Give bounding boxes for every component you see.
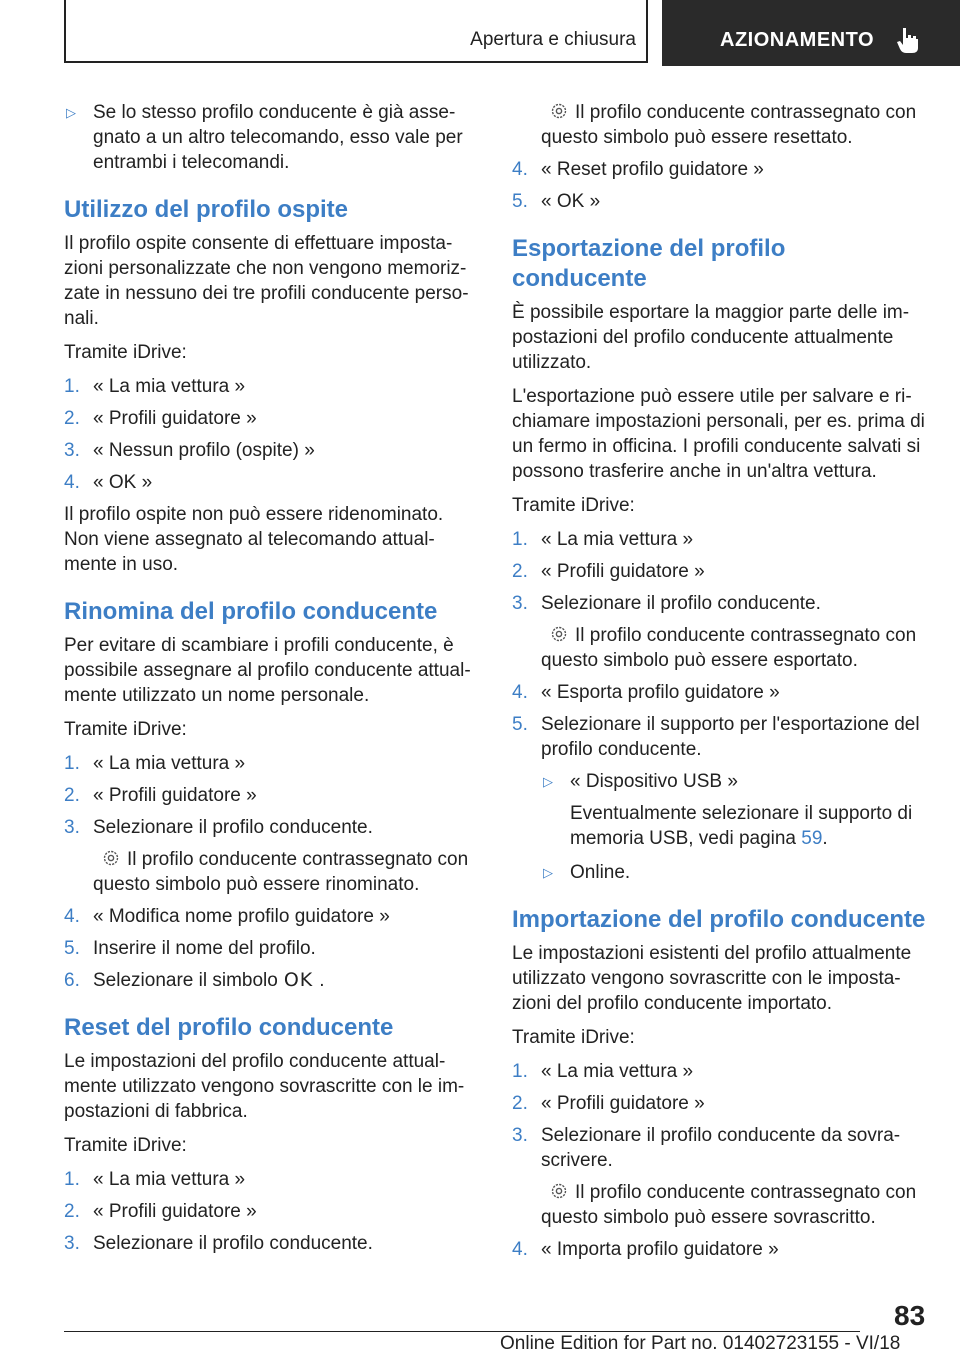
step-text: « Profili guidatore » bbox=[93, 408, 257, 429]
list-item bbox=[512, 1091, 926, 1116]
step-text: « Profili guidatore » bbox=[541, 561, 705, 582]
reset-paragraph: Le impostazioni del profilo conducente attual-mente utilizzato vengono sovrascritte con le im-postazioni di fabbrica. bbox=[64, 1051, 465, 1122]
step-number: 1. bbox=[64, 753, 80, 774]
export-paragraph-1: È possibile esportare la maggior parte delle im-postazioni del profilo conducente attualmente utilizzato. bbox=[512, 302, 910, 373]
step-number: 4. bbox=[64, 472, 80, 493]
step-text: « La mia vettura » bbox=[541, 529, 694, 550]
heading-reset-profile: Reset del profilo conducente bbox=[64, 1014, 394, 1041]
step-text: « OK » bbox=[93, 472, 153, 493]
note-text: Il profilo conducente contrassegnato con questo simbolo può essere sovrascritto. bbox=[541, 1182, 917, 1228]
header-chapter-title: AZIONAMENTO bbox=[720, 29, 875, 51]
list-item bbox=[64, 1199, 478, 1224]
page-header bbox=[0, 0, 960, 66]
sub-bullet-online bbox=[541, 860, 926, 885]
step-text: Selezionare il supporto per l'esportazione del profilo conducente. bbox=[541, 714, 920, 760]
list-item bbox=[512, 712, 926, 762]
step-number: 5. bbox=[512, 191, 528, 212]
header-chapter-tab bbox=[662, 0, 960, 66]
step-text: Selezionare il profilo conducente. bbox=[541, 593, 821, 614]
step-number: 5. bbox=[512, 714, 528, 735]
list-item bbox=[64, 968, 478, 993]
step-number: 2. bbox=[64, 408, 80, 429]
list-item bbox=[64, 470, 478, 495]
step-number: 4. bbox=[64, 906, 80, 927]
left-column bbox=[64, 100, 478, 1263]
export-note bbox=[541, 623, 926, 673]
guest-via: Tramite iDrive: bbox=[64, 342, 187, 363]
list-item bbox=[64, 815, 478, 840]
rename-note bbox=[93, 847, 478, 897]
guest-paragraph: Il profilo ospite consente di effettuare imposta-zioni personalizzate che non vengono memoriz-zate in nessuno dei tre profili conducente perso-nali. bbox=[64, 233, 469, 329]
step-text: « Reset profilo guidatore » bbox=[541, 159, 764, 180]
gear-icon bbox=[101, 848, 121, 868]
list-item bbox=[64, 438, 478, 463]
list-item bbox=[512, 1123, 926, 1173]
step-number: 3. bbox=[64, 1233, 80, 1254]
header-section-title: Apertura e chiusura bbox=[470, 29, 636, 50]
triangle-bullet-icon: ▷ bbox=[543, 865, 553, 880]
guest-after: Il profilo ospite non può essere ridenominato. Non viene assegnato al telecomando attual-mente in uso. bbox=[64, 504, 444, 575]
step-number: 1. bbox=[512, 1061, 528, 1082]
step-text: Selezionare il profilo conducente da sovra-scrivere. bbox=[541, 1125, 901, 1171]
rename-via: Tramite iDrive: bbox=[64, 719, 187, 740]
list-item bbox=[512, 591, 926, 616]
step-text: « La mia vettura » bbox=[93, 753, 246, 774]
step-text: « La mia vettura » bbox=[541, 1061, 694, 1082]
heading-rename-profile: Rinomina del profilo conducente bbox=[64, 598, 438, 625]
note-text: Il profilo conducente contrassegnato con questo simbolo può essere esportato. bbox=[541, 625, 917, 671]
sub-bullet-usb bbox=[541, 769, 926, 794]
heading-export-profile: Esportazione del profilo conducente bbox=[512, 235, 786, 292]
footer-divider bbox=[64, 1331, 860, 1332]
import-note bbox=[541, 1180, 926, 1230]
step-number: 2. bbox=[512, 561, 528, 582]
usb-note-end: . bbox=[822, 828, 828, 849]
step-number: 4. bbox=[512, 682, 528, 703]
list-item bbox=[64, 904, 478, 929]
import-via: Tramite iDrive: bbox=[512, 1027, 635, 1048]
step-number: 2. bbox=[64, 1201, 80, 1222]
gear-icon bbox=[549, 1181, 569, 1201]
step-number: 4. bbox=[512, 1239, 528, 1260]
step-text: Selezionare il profilo conducente. bbox=[93, 817, 373, 838]
note-text: Il profilo conducente contrassegnato con questo simbolo può essere resettato. bbox=[541, 102, 917, 148]
step-text: « Modifica nome profilo guidatore » bbox=[93, 906, 390, 927]
step-number: 3. bbox=[64, 817, 80, 838]
step-number: 4. bbox=[512, 159, 528, 180]
step-number: 1. bbox=[512, 529, 528, 550]
step-number: 1. bbox=[64, 376, 80, 397]
page-link[interactable]: 59 bbox=[801, 828, 823, 849]
import-paragraph: Le impostazioni esistenti del profilo attualmente utilizzato vengono sovrascritte con le imposta-zioni del profilo conducente importato. bbox=[512, 943, 912, 1014]
step-text: « La mia vettura » bbox=[93, 376, 246, 397]
list-item bbox=[512, 559, 926, 584]
usb-note bbox=[570, 801, 926, 851]
step-number: 5. bbox=[64, 938, 80, 959]
intro-bullet-text: Se lo stesso profilo conducente è già asse-gnato a un altro telecomando, esso vale per entrambi i telecomandi. bbox=[93, 102, 463, 173]
heading-guest-profile: Utilizzo del profilo ospite bbox=[64, 196, 348, 223]
step-text: « Nessun profilo (ospite) » bbox=[93, 440, 315, 461]
sub-bullet-text: « Dispositivo USB » bbox=[570, 771, 738, 792]
export-paragraph-2: L'esportazione può essere utile per salvare e ri-chiamare impostazioni personali, per es. prima di un fermo in officina. I profili conducente salvati si possono trasferire anche in un'altra vettura. bbox=[512, 386, 925, 482]
reset-note bbox=[541, 100, 926, 150]
page-number: 83 bbox=[894, 1300, 926, 1331]
step-number: 3. bbox=[64, 440, 80, 461]
step-text: Selezionare il simbolo bbox=[93, 970, 278, 991]
step-text: « Profili guidatore » bbox=[93, 785, 257, 806]
step-number: 3. bbox=[512, 593, 528, 614]
step-text: « OK » bbox=[541, 191, 601, 212]
step-number: 2. bbox=[64, 785, 80, 806]
step-text: « La mia vettura » bbox=[93, 1169, 246, 1190]
export-via: Tramite iDrive: bbox=[512, 495, 635, 516]
list-item bbox=[512, 527, 926, 552]
list-item bbox=[64, 936, 478, 961]
list-item bbox=[64, 1231, 478, 1256]
list-item bbox=[512, 1059, 926, 1084]
list-item bbox=[64, 783, 478, 808]
list-item bbox=[512, 1237, 926, 1262]
list-item bbox=[64, 374, 478, 399]
right-column bbox=[512, 100, 926, 1269]
sub-bullet-text: Online. bbox=[570, 862, 631, 883]
intro-bullet bbox=[64, 100, 478, 175]
triangle-bullet-icon: ▷ bbox=[543, 774, 553, 789]
triangle-bullet-icon: ▷ bbox=[66, 105, 76, 120]
list-item bbox=[64, 1167, 478, 1192]
footer-edition: Online Edition for Part no. 01402723155 - VI/18 bbox=[500, 1333, 901, 1354]
step-text: « Profili guidatore » bbox=[93, 1201, 257, 1222]
step-number: 2. bbox=[512, 1093, 528, 1114]
step-text: Selezionare il profilo conducente. bbox=[93, 1233, 373, 1254]
list-item bbox=[512, 157, 926, 182]
reset-via: Tramite iDrive: bbox=[64, 1135, 187, 1156]
gear-icon bbox=[549, 624, 569, 644]
step-number: 1. bbox=[64, 1169, 80, 1190]
list-item bbox=[64, 406, 478, 431]
step-number: 6. bbox=[64, 970, 80, 991]
step-text: « Importa profilo guidatore » bbox=[541, 1239, 779, 1260]
usb-note-text: Eventualmente selezionare il supporto di memoria USB, vedi pagina bbox=[570, 803, 913, 849]
note-text: Il profilo conducente contrassegnato con questo simbolo può essere rinominato. bbox=[93, 849, 469, 895]
gear-icon bbox=[549, 101, 569, 121]
list-item bbox=[64, 751, 478, 776]
ok-symbol-icon: OK bbox=[283, 969, 314, 991]
list-item bbox=[512, 189, 926, 214]
step-text: « Esporta profilo guidatore » bbox=[541, 682, 780, 703]
heading-import-profile: Importazione del profilo conducente bbox=[512, 906, 926, 933]
step-text: Inserire il nome del profilo. bbox=[93, 938, 316, 959]
pointing-hand-icon bbox=[894, 26, 922, 54]
step-number: 3. bbox=[512, 1125, 528, 1146]
step-text-end: . bbox=[319, 970, 325, 991]
list-item bbox=[512, 680, 926, 705]
step-text: « Profili guidatore » bbox=[541, 1093, 705, 1114]
rename-paragraph: Per evitare di scambiare i profili conducente, è possibile assegnare al profilo conducente attual-mente utilizzato un nome personale. bbox=[64, 635, 471, 706]
